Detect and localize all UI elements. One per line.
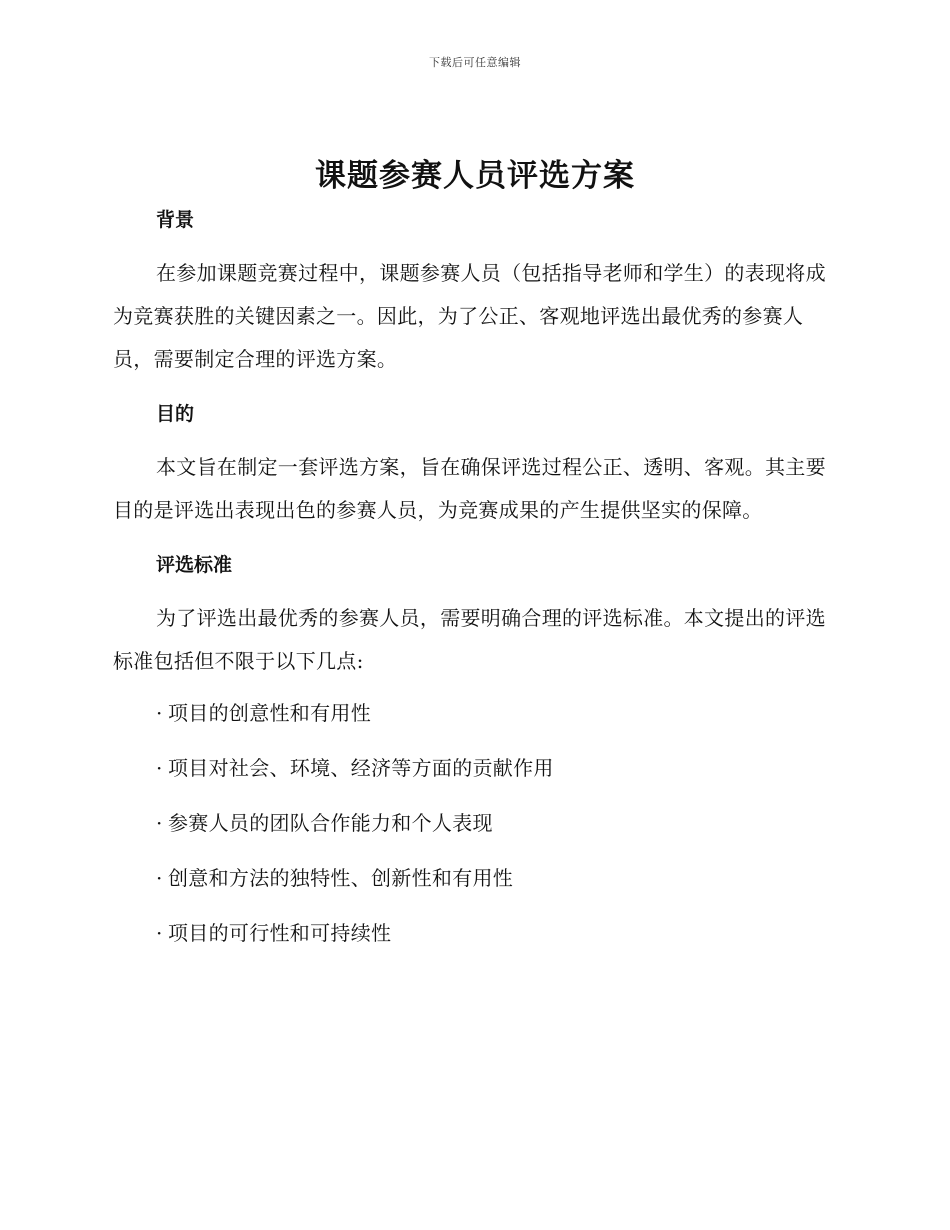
document-title: 课题参赛人员评选方案 <box>315 158 635 194</box>
criteria-list-item <box>156 698 833 728</box>
bullet-dot: · <box>156 756 163 780</box>
criteria-text: 项目的可行性和可持续性 <box>168 921 392 945</box>
section-heading-background: 背景 <box>156 209 195 231</box>
criteria-text: 参赛人员的团队合作能力和个人表现 <box>168 811 493 835</box>
criteria-list-item <box>156 863 833 893</box>
criteria-list-item <box>156 808 833 838</box>
bullet-dot: · <box>156 701 163 725</box>
section-heading-criteria: 评选标准 <box>156 554 233 576</box>
section-heading-purpose: 目的 <box>156 403 195 425</box>
section-paragraph-criteria: 为了评选出最优秀的参赛人员，需要明确合理的评选标准。本文提出的评选标准包括但不限于以下几点: <box>113 606 826 673</box>
criteria-text: 创意和方法的独特性、创新性和有用性 <box>168 866 514 890</box>
bullet-dot: · <box>156 921 163 945</box>
bullet-dot: · <box>156 811 163 835</box>
section-paragraph-purpose: 本文旨在制定一套评选方案，旨在确保评选过程公正、透明、客观。其主要目的是评选出表现出色的参赛人员，为竞赛成果的产生提供坚实的保障。 <box>113 455 826 522</box>
section-paragraph-background: 在参加课题竞赛过程中，课题参赛人员（包括指导老师和学生）的表现将成为竞赛获胜的关键因素之一。因此，为了公正、客观地评选出最优秀的参赛人员，需要制定合理的评选方案。 <box>113 261 826 371</box>
criteria-list-item <box>156 918 833 948</box>
document-body <box>113 200 833 973</box>
page-header-note: 下载后可任意编辑 <box>429 56 521 69</box>
criteria-text: 项目的创意性和有用性 <box>168 701 371 725</box>
criteria-list <box>113 698 833 948</box>
bullet-dot: · <box>156 866 163 890</box>
criteria-text: 项目对社会、环境、经济等方面的贡献作用 <box>168 756 554 780</box>
criteria-list-item <box>156 753 833 783</box>
